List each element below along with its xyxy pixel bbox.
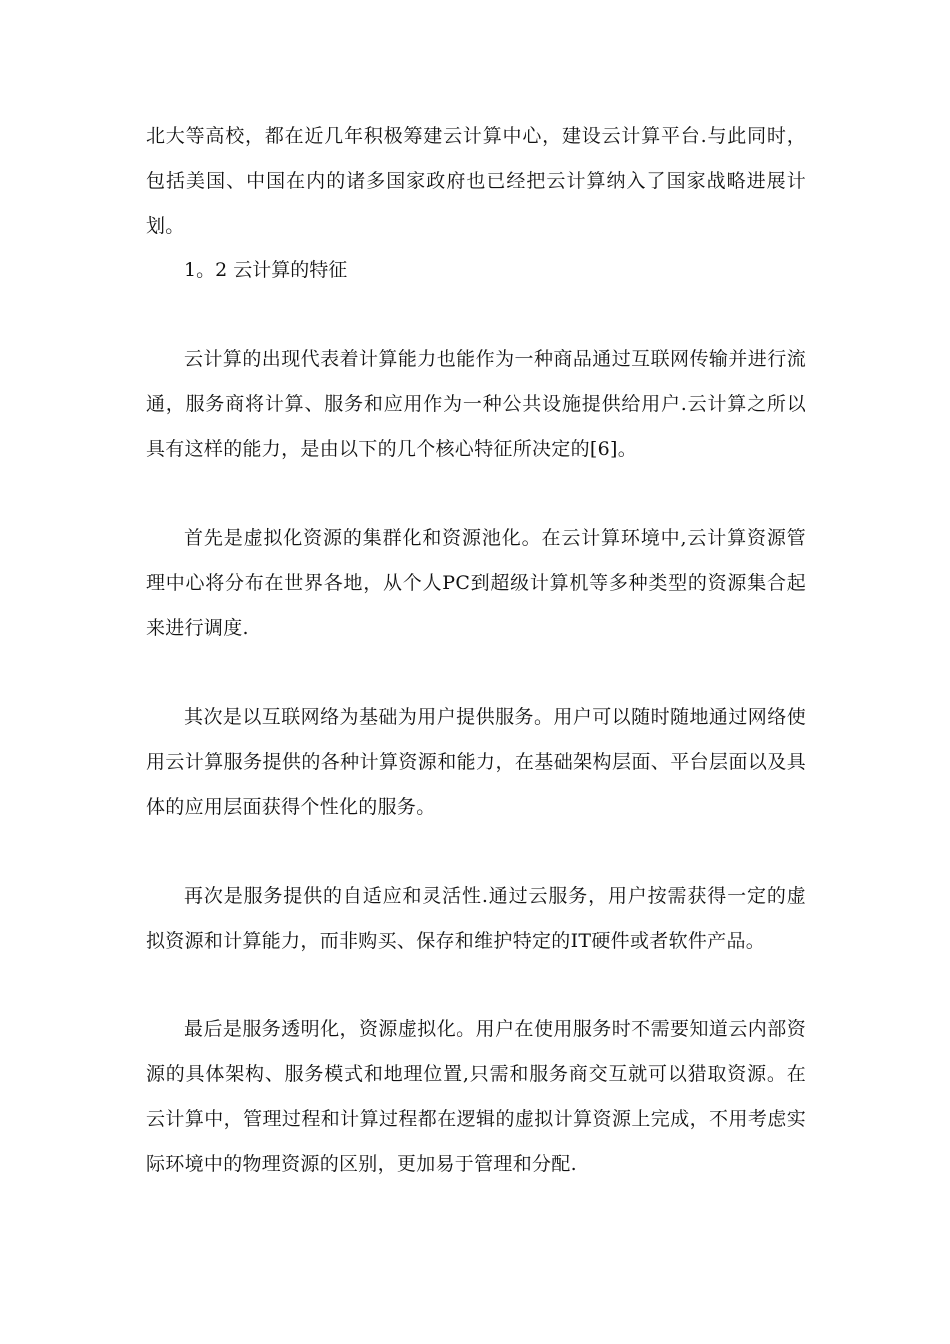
paragraph-feature-transparency: 最后是服务透明化，资源虚拟化。用户在使用服务时不需要知道云内部资源的具体架构、服务模式和地理位置,只需和服务商交互就可以猎取资源。在云计算中，管理过程和计算过程都在逻辑的虚拟计算资源上完成，不用考虑实际环境中的物理资源的区别，更加易于管理和分配.: [146, 1018, 806, 1175]
paragraph-feature-adaptability: 再次是服务提供的自适应和灵活性.通过云服务，用户按需获得一定的虚拟资源和计算能力，而非购买、保存和维护特定的IT硬件或者软件产品。: [146, 885, 806, 952]
paragraph-intro-continued: 北大等高校，都在近几年积极筹建云计算中心，建设云计算平台.与此同时，包括美国、中国在内的诸多国家政府也已经把云计算纳入了国家战略进展计划。: [146, 125, 806, 237]
paragraph-feature-resource-pooling: 首先是虚拟化资源的集群化和资源池化。在云计算环境中,云计算资源管理中心将分布在世界各地，从个人PC到超级计算机等多种类型的资源集合起来进行调度.: [146, 527, 806, 639]
paragraph-feature-network-service: 其次是以互联网络为基础为用户提供服务。用户可以随时随地通过网络使用云计算服务提供的各种计算资源和能力，在基础架构层面、平台层面以及具体的应用层面获得个性化的服务。: [146, 706, 806, 818]
paragraph-cloud-definition: 云计算的出现代表着计算能力也能作为一种商品通过互联网传输并进行流通，服务商将计算、服务和应用作为一种公共设施提供给用户.云计算之所以具有这样的能力，是由以下的几个核心特征所决定的[6]。: [146, 348, 806, 460]
section-heading: 1。2 云计算的特征: [184, 259, 348, 281]
